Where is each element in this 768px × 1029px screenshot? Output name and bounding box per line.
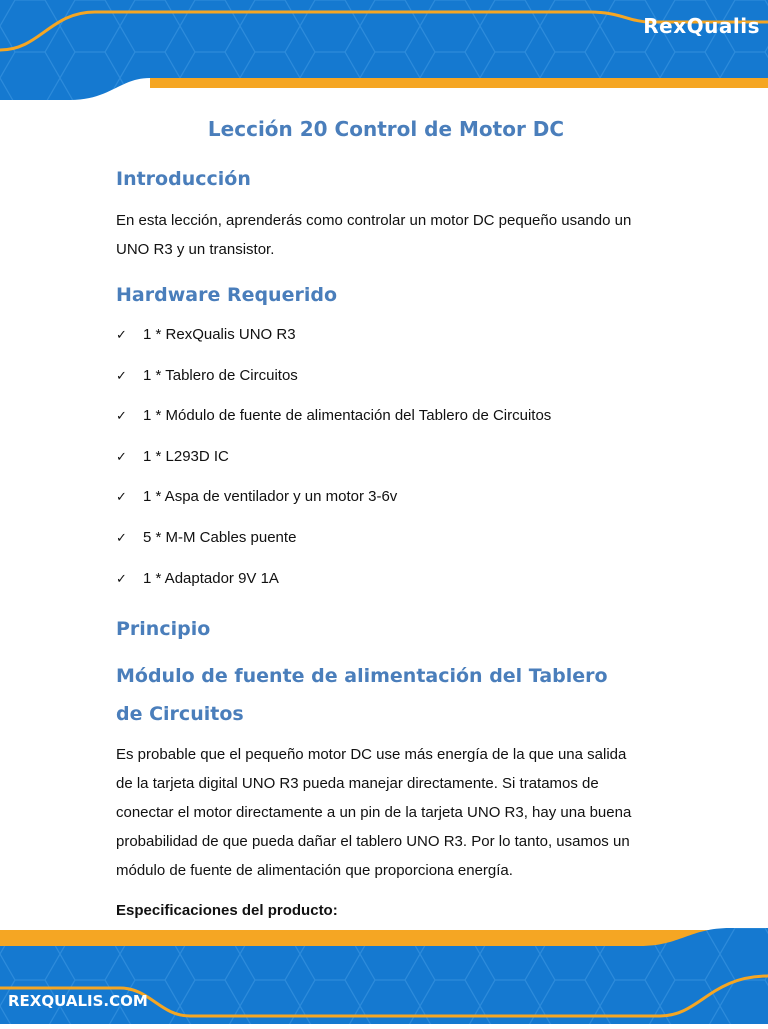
list-item (116, 367, 551, 408)
principle-heading: Principio (116, 618, 211, 640)
spec-label: Especificaciones del producto: (116, 902, 338, 919)
principle-text-line-4: probabilidad de que pueda dañar el tablero UNO R3. Por lo tanto, usamos un (116, 833, 630, 850)
check-icon: ✓ (116, 489, 127, 505)
list-item (116, 448, 551, 489)
check-icon: ✓ (116, 529, 127, 545)
hardware-heading: Hardware Requerido (116, 284, 338, 306)
section-subheading-line-2: de Circuitos (116, 703, 244, 725)
list-item (116, 326, 551, 367)
page-title: Lección 20 Control de Motor DC (207, 117, 565, 141)
check-icon: ✓ (116, 327, 127, 342)
section-subheading-line-1: Módulo de fuente de alimentación del Tablero (116, 665, 608, 687)
principle-text-line-3: conectar el motor directamente a un pin de la tarjeta UNO R3, hay una buena (116, 804, 632, 821)
list-item (116, 407, 551, 448)
check-icon: ✓ (116, 448, 127, 464)
principle-text-line-5: módulo de fuente de alimentación que proporciona energía. (116, 862, 513, 879)
check-icon: ✓ (116, 408, 127, 424)
list-item (116, 488, 551, 529)
check-icon: ✓ (116, 570, 127, 586)
check-icon: ✓ (116, 367, 127, 383)
footer-banner (0, 928, 768, 1024)
list-item (116, 570, 551, 611)
list-item-label: 1 * RexQualis UNO R3 (143, 326, 296, 343)
hardware-list (116, 326, 551, 610)
list-item (116, 529, 551, 570)
list-item-label: 1 * Aspa de ventilador y un motor 3-6v (143, 488, 398, 506)
list-item-label: 1 * Módulo de fuente de alimentación del Tablero de Circuitos (143, 407, 552, 425)
footer-website-link[interactable]: REXQUALIS.COM (8, 992, 148, 1010)
brand-logo: RexQualis (643, 14, 760, 38)
intro-heading: Introducción (116, 168, 251, 190)
intro-text-line-1: En esta lección, aprenderás como controlar un motor DC pequeño usando un (116, 212, 632, 229)
principle-text-line-2: de la tarjeta digital UNO R3 pueda manejar directamente. Si tratamos de (116, 775, 599, 792)
list-item-label: 1 * Tablero de Circuitos (143, 366, 298, 384)
list-item-label: 5 * M-M Cables puente (143, 528, 297, 546)
intro-text-line-2: UNO R3 y un transistor. (116, 241, 275, 258)
list-item-label: 1 * L293D IC (143, 447, 229, 465)
principle-text-line-1: Es probable que el pequeño motor DC use más energía de la que una salida (116, 746, 627, 763)
list-item-label: 1 * Adaptador 9V 1A (143, 569, 279, 587)
header-banner (0, 0, 768, 100)
